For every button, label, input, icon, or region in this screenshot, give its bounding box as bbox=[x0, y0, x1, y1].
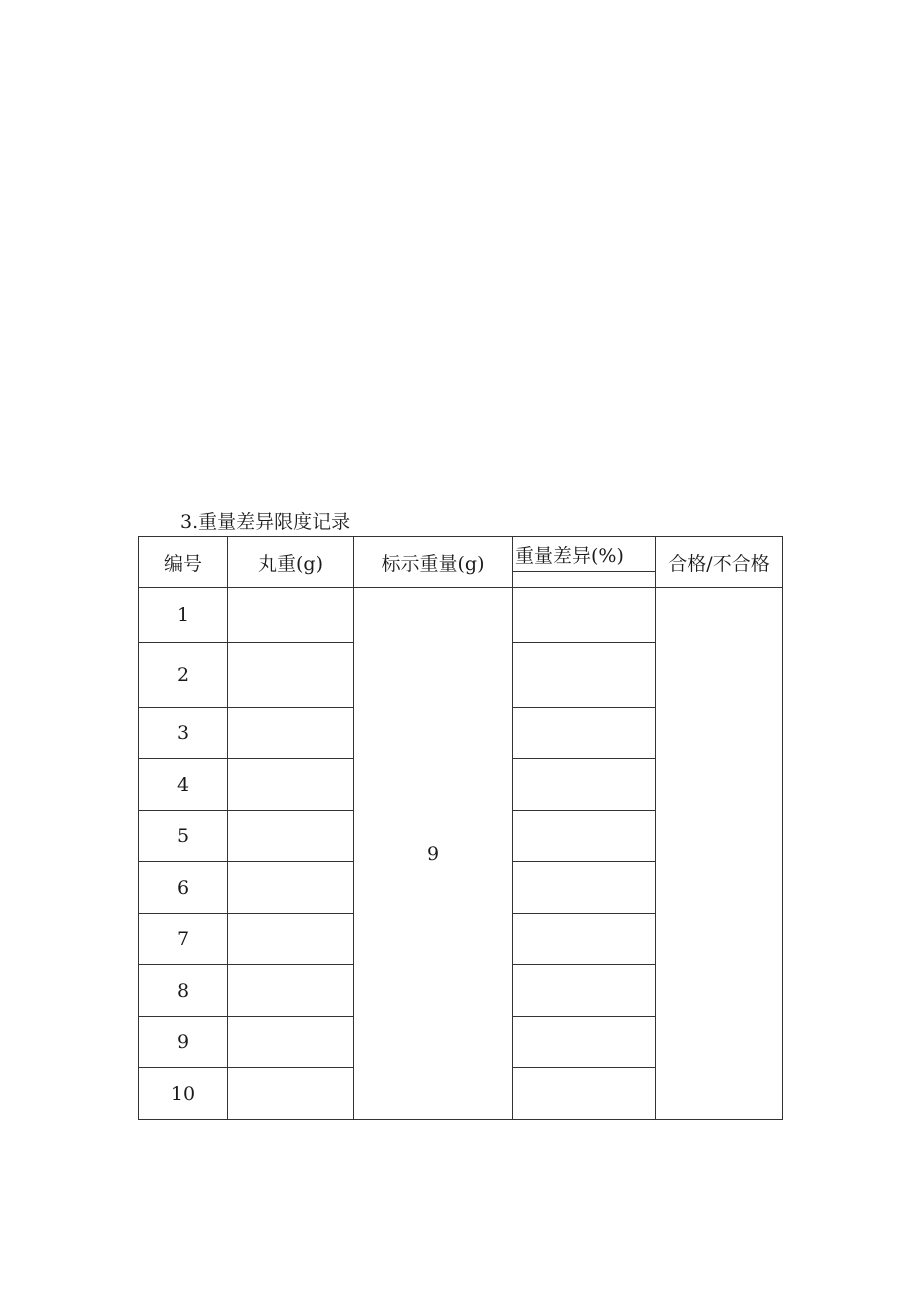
row-number: 7 bbox=[139, 914, 228, 965]
pill-weight-cell[interactable] bbox=[228, 862, 354, 914]
pill-weight-cell[interactable] bbox=[228, 914, 354, 965]
weight-diff-cell[interactable] bbox=[513, 965, 656, 1017]
pill-weight-cell[interactable] bbox=[228, 811, 354, 862]
weight-variation-table bbox=[138, 536, 783, 1120]
weight-diff-cell[interactable] bbox=[513, 862, 656, 914]
section-title: 3.重量差异限度记录 bbox=[180, 511, 351, 533]
weight-diff-cell[interactable] bbox=[513, 708, 656, 759]
header-pass-fail: 合格/不合格 bbox=[656, 537, 783, 588]
weight-diff-cell[interactable] bbox=[513, 759, 656, 811]
header-weight-diff-label: 重量差异(%) bbox=[515, 545, 624, 567]
pill-weight-cell[interactable] bbox=[228, 759, 354, 811]
row-number: 10 bbox=[139, 1068, 228, 1120]
weight-diff-cell[interactable] bbox=[513, 811, 656, 862]
header-weight-diff bbox=[513, 537, 656, 588]
row-number: 1 bbox=[139, 588, 228, 643]
header-row bbox=[139, 537, 783, 588]
header-labeled-weight: 标示重量(g) bbox=[354, 537, 513, 588]
header-pill-weight: 丸重(g) bbox=[228, 537, 354, 588]
header-number: 编号 bbox=[139, 537, 228, 588]
row-number: 8 bbox=[139, 965, 228, 1017]
pill-weight-cell[interactable] bbox=[228, 1017, 354, 1068]
pill-weight-cell[interactable] bbox=[228, 588, 354, 643]
weight-diff-cell[interactable] bbox=[513, 914, 656, 965]
pill-weight-cell[interactable] bbox=[228, 643, 354, 708]
weight-diff-cell[interactable] bbox=[513, 588, 656, 643]
row-number: 3 bbox=[139, 708, 228, 759]
row-number: 5 bbox=[139, 811, 228, 862]
pill-weight-cell[interactable] bbox=[228, 965, 354, 1017]
labeled-weight-cell: 9 bbox=[354, 588, 513, 1120]
row-number: 4 bbox=[139, 759, 228, 811]
table-row bbox=[139, 588, 783, 643]
weight-diff-cell[interactable] bbox=[513, 1068, 656, 1120]
pill-weight-cell[interactable] bbox=[228, 708, 354, 759]
row-number: 6 bbox=[139, 862, 228, 914]
row-number: 2 bbox=[139, 643, 228, 708]
weight-diff-cell[interactable] bbox=[513, 643, 656, 708]
header-underline bbox=[513, 571, 655, 572]
weight-diff-cell[interactable] bbox=[513, 1017, 656, 1068]
pass-fail-cell[interactable] bbox=[656, 588, 783, 1120]
pill-weight-cell[interactable] bbox=[228, 1068, 354, 1120]
row-number: 9 bbox=[139, 1017, 228, 1068]
